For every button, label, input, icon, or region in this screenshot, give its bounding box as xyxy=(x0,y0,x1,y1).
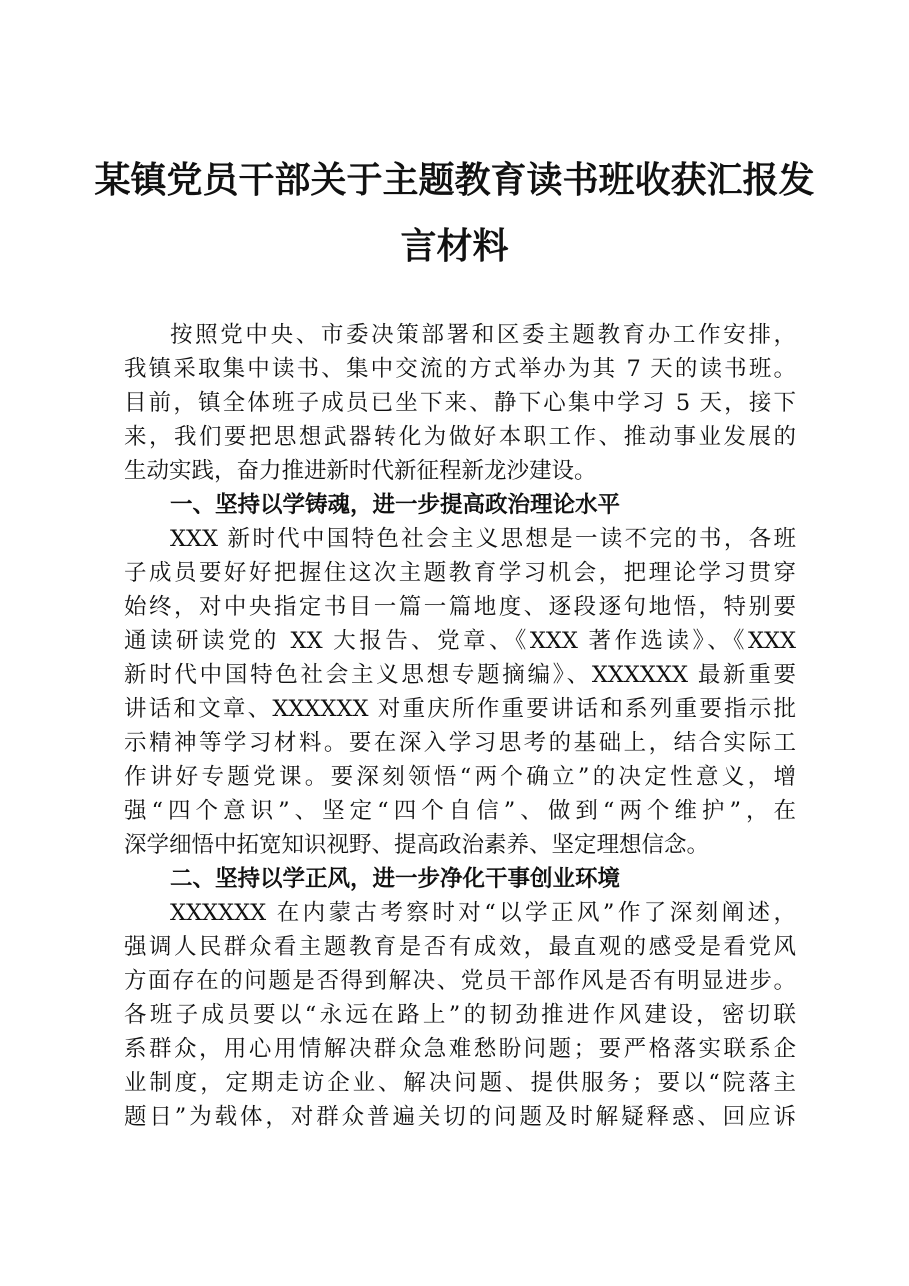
paragraph-line: XXX 新时代中国特色社会主义思想是一读不完的书，各班 xyxy=(170,526,796,552)
paragraph-line: 子成员要好好把握住这次主题教育学习机会，把理论学习贯穿 xyxy=(124,560,796,586)
paragraph-line: 作讲好专题党课。要深刻领悟“两个确立”的决定性意义，增 xyxy=(124,764,796,790)
paragraph-line: 新时代中国特色社会主义思想专题摘编》、XXXXXX 最新重要 xyxy=(124,662,796,688)
paragraph-line: 题日”为载体，对群众普遍关切的问题及时解疑释惑、回应诉 xyxy=(124,1104,796,1130)
paragraph-line: 按照党中央、市委决策部署和区委主题教育办工作安排， xyxy=(170,322,796,348)
paragraph-line: 讲话和文章、XXXXXX 对重庆所作重要讲话和系列重要指示批 xyxy=(124,696,796,722)
paragraph-line: XXXXXX 在内蒙古考察时对“以学正风”作了深刻阐述， xyxy=(170,900,796,926)
paragraph-line: 深学细悟中拓宽知识视野、提高政治素养、坚定理想信念。 xyxy=(124,832,710,858)
section-heading-2: 二、坚持以学正风，进一步净化干事创业环境 xyxy=(170,866,621,892)
paragraph-line: 系群众，用心用情解决群众急难愁盼问题；要严格落实联系企 xyxy=(124,1036,796,1062)
paragraph-line: 始终，对中央指定书目一篇一篇地度、逐段逐句地悟，特别要 xyxy=(124,594,796,620)
paragraph-line: 目前，镇全体班子成员已坐下来、静下心集中学习 5 天，接下 xyxy=(124,390,796,416)
paragraph-line: 方面存在的问题是否得到解决、党员干部作风是否有明显进步。 xyxy=(124,968,796,994)
paragraph-line: 示精神等学习材料。要在深入学习思考的基础上，结合实际工 xyxy=(124,730,796,756)
paragraph-line: 来，我们要把思想武器转化为做好本职工作、推动事业发展的 xyxy=(124,424,796,450)
paragraph-line: 通读研读党的 XX 大报告、党章、《XXX 著作选读》、《XXX xyxy=(124,628,796,654)
paragraph-line: 强调人民群众看主题教育是否有成效，最直观的感受是看党风 xyxy=(124,934,796,960)
document-title-line-1: 某镇党员干部关于主题教育读书班收获汇报发 xyxy=(94,159,815,201)
paragraph-line: 生动实践，奋力推进新时代新征程新龙沙建设。 xyxy=(124,458,597,484)
paragraph-line: 各班子成员要以“永远在路上”的韧劲推进作风建设，密切联 xyxy=(124,1002,796,1028)
section-heading-1: 一、坚持以学铸魂，进一步提高政治理论水平 xyxy=(170,492,621,518)
document-title-line-2: 言材料 xyxy=(400,225,509,267)
paragraph-line: 业制度，定期走访企业、解决问题、提供服务；要以“院落主 xyxy=(124,1070,796,1096)
paragraph-line: 强“四个意识”、坚定“四个自信”、做到“两个维护”，在 xyxy=(124,798,796,824)
paragraph-line: 我镇采取集中读书、集中交流的方式举办为其 7 天的读书班。 xyxy=(124,356,796,382)
